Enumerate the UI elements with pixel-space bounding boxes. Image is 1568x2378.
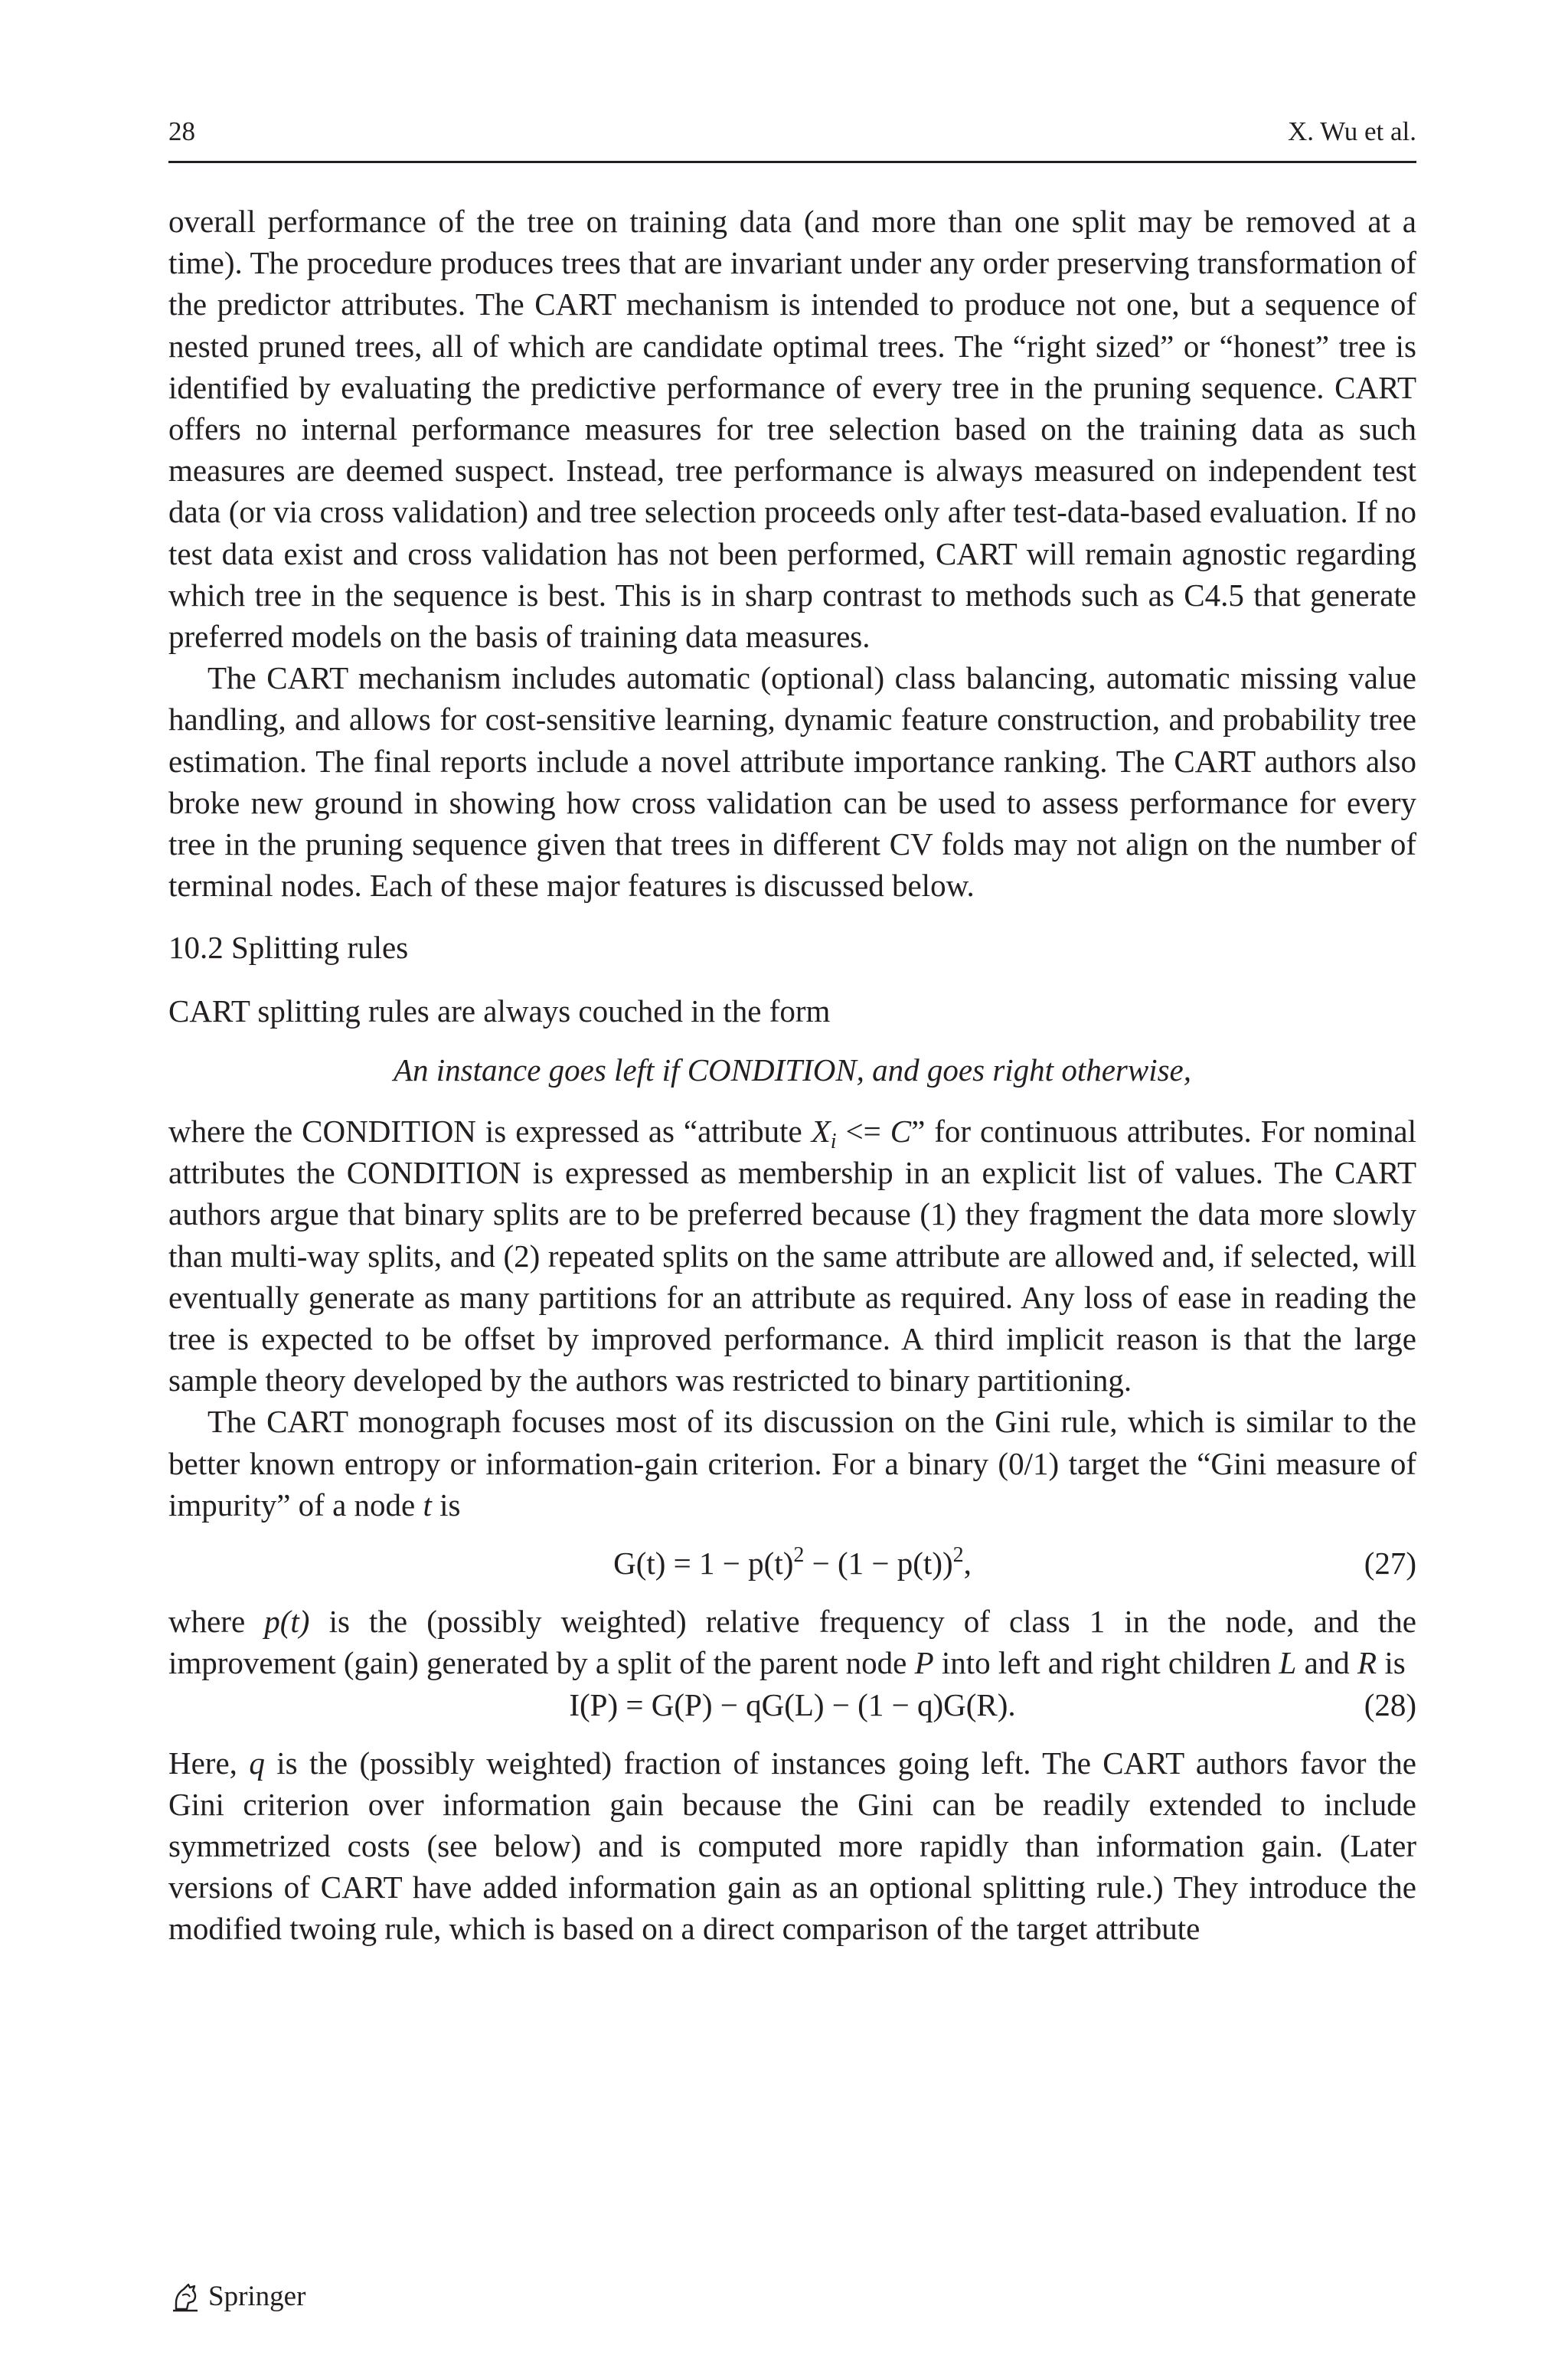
gini-tail: is	[431, 1487, 461, 1523]
eq27-exp-a: 2	[793, 1543, 805, 1568]
publisher-name: Springer	[208, 2281, 306, 2312]
equation-28	[168, 1684, 1416, 1725]
var-l: L	[1279, 1645, 1297, 1681]
condition-operator: <=	[836, 1114, 890, 1150]
paragraph-where	[168, 1601, 1416, 1683]
eq27-exp-b: 2	[952, 1543, 964, 1568]
equation-27-number: (27)	[1364, 1546, 1416, 1582]
paragraph-final	[168, 1742, 1416, 1950]
var-x-subscript: i	[830, 1130, 837, 1154]
where-s3: into left and right children	[933, 1645, 1279, 1681]
paragraph-features: The CART mechanism includes automatic (optional) class balancing, automatic missing value handling, and allows for cost-sensitive learning, dynamic feature construction, and probability tree estimation. The final reports include a novel attribute importance ranking. The CART authors also broke new ground in showing how cross validation can be used to assess performance for every tree in the pruning sequence given that trees in different CV folds may not align on the number of terminal nodes. Each of these major features is discussed below.	[168, 660, 1416, 904]
section-title: Splitting rules	[231, 930, 409, 966]
header-rule	[168, 161, 1416, 163]
where-s4: and	[1296, 1645, 1358, 1681]
var-x: X	[811, 1114, 831, 1150]
eq27-rhs-b: − (1 − p(t))	[804, 1546, 953, 1582]
footer	[168, 2280, 305, 2314]
where-s1: where	[168, 1604, 265, 1640]
equation-27	[168, 1542, 1416, 1584]
var-q: q	[249, 1745, 265, 1781]
rule-statement: An instance goes left if CONDITION, and goes right otherwise,	[393, 1052, 1192, 1088]
var-p: P	[914, 1645, 934, 1681]
page-header	[168, 115, 1416, 149]
paragraph-gini	[168, 1401, 1416, 1526]
var-r: R	[1357, 1645, 1377, 1681]
equation-27-body	[613, 1542, 972, 1584]
section-number: 10.2	[168, 930, 224, 966]
condition-rest: ” for continuous attributes. For nominal attributes the CONDITION is expressed as membership in an explicit list of values. The CART authors argue that binary splits are to be preferred because (1) they fragment the data more slowly than multi-way splits, and (2) repeated splits on the same attribute are allowed and, if selected, will eventually generate as many partitions for an attribute as required. Any loss of ease in reading the tree is expected to be offset by improved performance. A third implicit reason is that the large sample theory developed by the authors was restricted to binary partitioning.	[168, 1114, 1417, 1398]
gini-text: The CART monograph focuses most of its discussion on the Gini rule, which is similar to the better known entropy or information-gain criterion. For a binary (0/1) target the “Gini measure of impurity” of a node	[168, 1404, 1416, 1523]
where-s5: is	[1377, 1645, 1406, 1681]
page-number: 28	[168, 116, 195, 146]
springer-horse-icon	[168, 2280, 202, 2314]
section-heading	[168, 927, 1416, 968]
var-pt: p(t)	[264, 1604, 310, 1640]
page-body	[168, 201, 1416, 1950]
equation-28-number: (28)	[1364, 1686, 1416, 1722]
final-s1: Here,	[168, 1745, 250, 1781]
var-c: C	[890, 1114, 912, 1150]
where-s2: is the (possibly weighted) relative frequency of class 1 in the node, and the improvement (gain) generated by a split of the parent node	[168, 1604, 1416, 1681]
var-t: t	[423, 1487, 432, 1523]
eq27-lhs: G(t)	[613, 1546, 666, 1582]
eq27-rhs-a: = 1 − p(t)	[665, 1546, 794, 1582]
paragraph-intro: CART splitting rules are always couched in the form	[168, 993, 831, 1029]
eq27-trail: ,	[963, 1546, 972, 1582]
paragraph-condition	[168, 1110, 1416, 1401]
equation-28-body: I(P) = G(P) − qG(L) − (1 − q)G(R).	[569, 1686, 1016, 1722]
paragraph-pruning: overall performance of the tree on training data (and more than one split may be removed at a time). The procedure produces trees that are invariant under any order preserving transformation of the predictor attributes. The CART mechanism is intended to produce not one, but a sequence of nested pruned trees, all of which are candidate optimal trees. The “right sized” or “honest” tree is identified by evaluating the predictive performance of every tree in the pruning sequence. CART offers no internal performance measures for tree selection based on the training data as such measures are deemed suspect. Instead, tree performance is always measured on independent test data (or via cross validation) and tree selection proceeds only after test-data-based evaluation. If no test data exist and cross validation has not been performed, CART will remain agnostic regarding which tree in the sequence is best. This is in sharp contrast to methods such as C4.5 that generate preferred models on the basis of training data measures.	[168, 204, 1416, 655]
final-s2: is the (possibly weighted) fraction of instances going left. The CART authors favor the Gini criterion over information gain because the Gini can be readily extended to include symmetrized costs (see below) and is computed more rapidly than information gain. (Later versions of CART have added information gain as an optional splitting rule.) They introduce the modified twoing rule, which is based on a direct comparison of the target attribute	[168, 1745, 1416, 1947]
running-head: X. Wu et al.	[1287, 116, 1416, 146]
condition-lead: where the CONDITION is expressed as “attribute	[168, 1114, 812, 1150]
